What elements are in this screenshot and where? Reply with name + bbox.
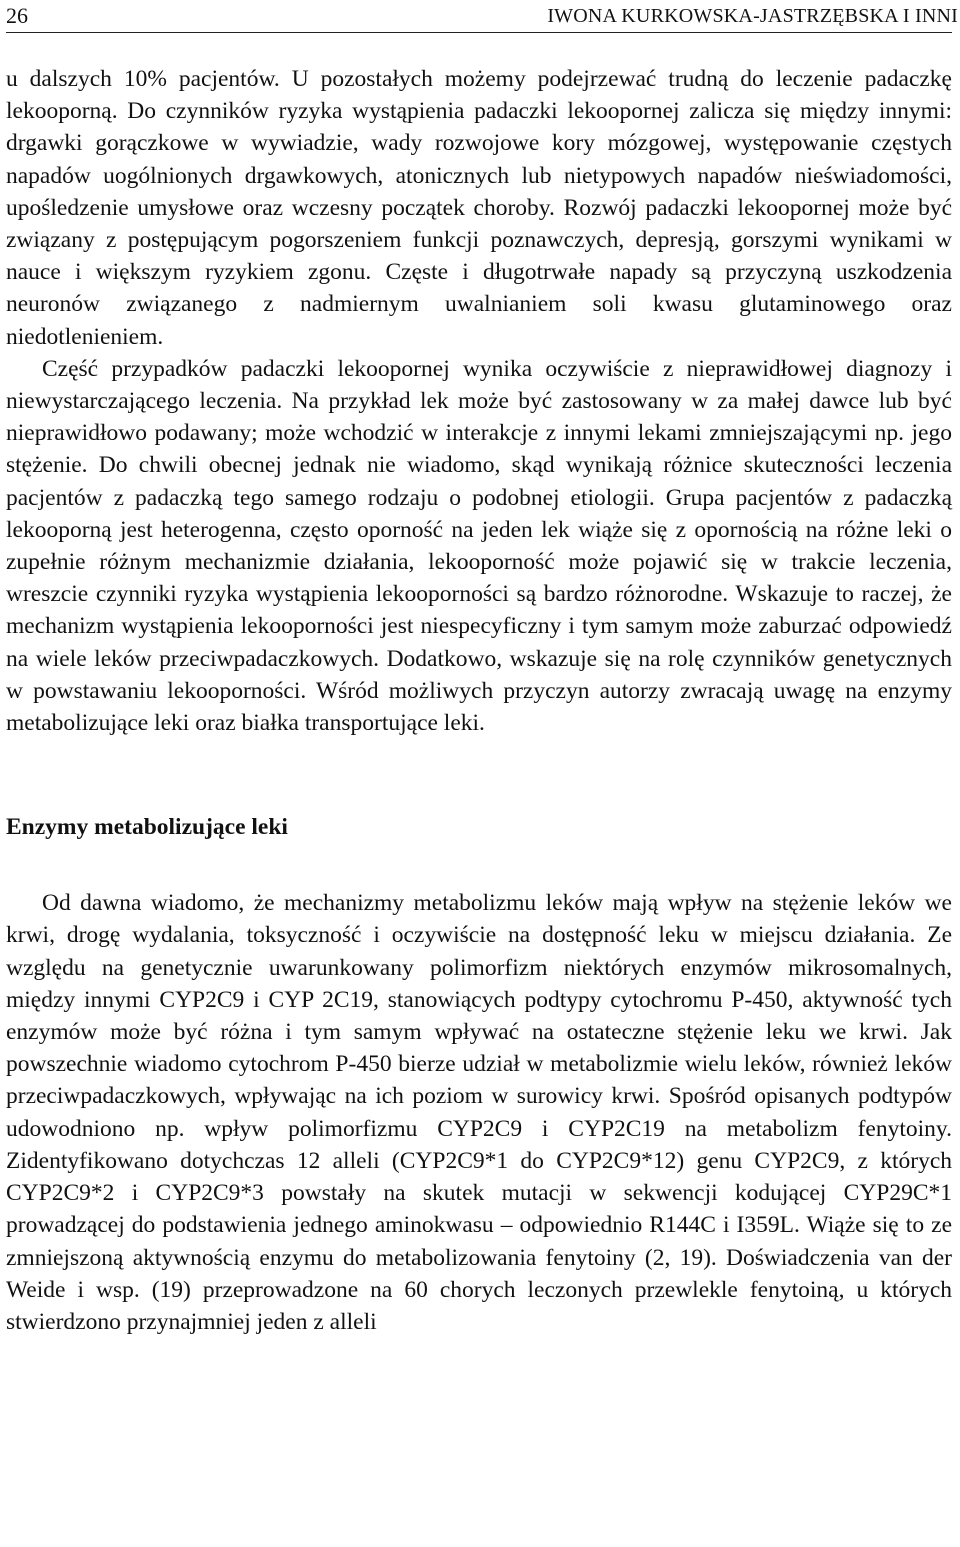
document-page <box>6 0 958 1338</box>
page-number: 26 <box>6 3 28 28</box>
running-title: IWONA KURKOWSKA-JASTRZĘBSKA I INNI <box>547 5 958 27</box>
paragraph: u dalszych 10% pacjentów. U pozostałych możemy podejrzewać trudną do leczenie padaczkę lekooporną. Do czynników ryzyka wystąpienia padaczki lekoopornej zalicza się między innymi: drgawki gorączkowe w wywiadzie, wady rozwojowe kory mózgowej, występowanie częstych napadów uogólnionych drgawkowych, atonicznych lub nietypowych napadów nieświadomości, upośledzenie umysłowe oraz wczesny początek choroby. Rozwój padaczki lekoopornej może być związany z postępującym pogorszeniem funkcji poznawczych, depresją, gorszymi wynikami w nauce i większym ryzykiem zgonu. Częste i długotrwałe napady są przyczyną uszkodzenia neuronów związanego z nadmiernym uwalnianiem soli kwasu glutaminowego oraz niedotlenieniem. <box>6 66 952 350</box>
section-heading: Enzymy metabolizujące leki <box>6 814 288 841</box>
paragraph: Od dawna wiadomo, że mechanizmy metabolizmu leków mają wpływ na stężenie leków we krwi, drogę wydalania, toksyczność i oczywiście na dostępność leku w miejscu działania. Ze względu na genetycznie uwarunkowany polimorfizm niektórych enzymów mikrosomalnych, między innymi CYP2C9 i CYP 2C19, stanowiących podtypy cytochromu P-450, aktywność tych enzymów może być różna i tym samym wpływać na ostateczne stężenie leku we krwi. Jak powszechnie wiadomo cytochrom P-450 bierze udział w metabolizmie wielu leków, również leków przeciwpadaczkowych, wpływając na ich poziom w surowicy krwi. Spośród opisanych podtypów udowodniono np. wpływ polimorfizmu CYP2C9 i CYP2C19 na metabolizm fenytoiny. Zidentyfikowano dotychczas 12 alleli (CYP2C9*1 do CYP2C9*12) genu CYP2C9, z których CYP2C9*2 i CYP2C9*3 powstały na skutek mutacji w sekwencji kodującej CYP29C*1 prowadzącej do podstawienia jednego aminokwasu – odpowiednio R144C i I359L. Wiąże się to ze zmniejszoną aktywnością enzymu do metabolizowania fenytoiny (2, 19). Doświadczenia van der Weide i wsp. (19) przeprowadzone na 60 chorych leczonych przewlekle fenytoiną, u których stwierdzono przynajmniej jeden z alleli <box>6 890 952 1335</box>
running-header <box>6 0 958 33</box>
paragraph: Część przypadków padaczki lekoopornej wynika oczywiście z nieprawidłowej diagnozy i niewystarczającego leczenia. Na przykład lek może być zastosowany w za małej dawce lub być nieprawidłowo podawany; może wchodzić w interakcje z innymi lekami zmniejszającymi np. jego stężenie. Do chwili obecnej jednak nie wiadomo, skąd wynikają różnice skuteczności leczenia pacjentów z padaczką tego samego rodzaju o podobnej etiologii. Grupa pacjentów z padaczką lekooporną jest heterogenna, często oporność na jeden lek wiąże się z opornością na różne leki o zupełnie różnym mechanizmie działania, lekooporność może pojawić się w trakcie leczenia, wreszcie czynniki ryzyka wystąpienia lekooporności są bardzo różnorodne. Wskazuje to raczej, że mechanizm wystąpienia lekooporności jest niespecyficzny i tym samym może zaburzać odpowiedź na wiele leków przeciwpadaczkowych. Dodatkowo, wskazuje się na rolę czynników genetycznych w powstawaniu lekooporności. Wśród możliwych przyczyn autorzy zwracają uwagę na enzymy metabolizujące leki oraz białka transportujące leki. <box>6 355 952 737</box>
body-text <box>6 63 952 1338</box>
